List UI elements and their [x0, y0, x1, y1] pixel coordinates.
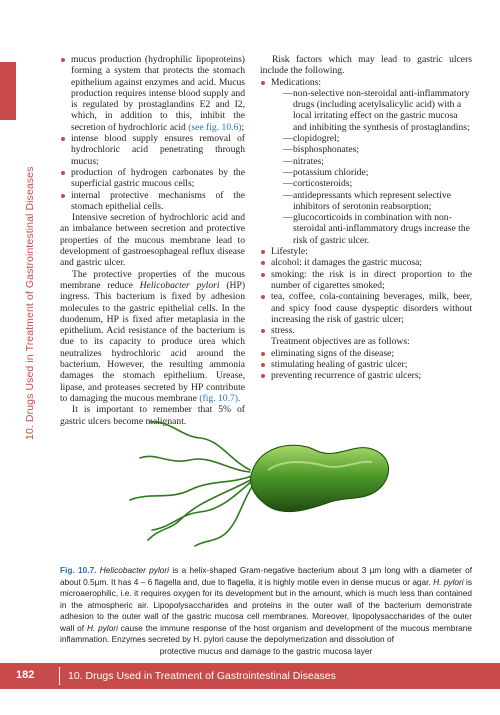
paragraph-malignant: It is important to remember that 5% of gastric ulcers become malignant. [60, 404, 245, 427]
species-name: H. pylori [86, 622, 118, 633]
paragraph-text: The protective properties of the mucous membrane reduce [60, 268, 245, 291]
lifestyle-list [260, 257, 472, 336]
medications-heading: Medications: [271, 76, 322, 88]
list-item: tea, coffee, cola-containing beverages, milk, beer, and spicy food cause dyspeptic disorders without increasing the risk of gastric ulcer; [260, 291, 472, 325]
paragraph-secretion: Intensive secretion of hydrochloric acid and an imbalance between secretion and protective properties of the mucous membrane lead to development of gastroesophageal reflux disease and gastric ulcer. [60, 212, 245, 269]
page-footer [0, 663, 500, 689]
list-item: — potassium chloride; [283, 167, 472, 178]
list-item: smoking: the risk is in direct proportion to the number of cigarettes smoked; [260, 269, 472, 292]
figure-reference-link[interactable]: (fig. 10.7). [199, 392, 241, 404]
list-item-text: mucus production (hydrophilic lipoproteins) forming a system that protects the stomach epithelium against enzymes and acid. Mucus production requires intense blood supply and is regulated by prostaglandins E2 and I2, which, in addition to this, inhibit the secretion of hydrochloric acid [71, 54, 245, 133]
paragraph-text: (HP) ingress. This bacterium is fixed by adhesion molecules to the gastric epithelial cells. In the duodenum, HP is fixed after metaplasia in the epithelium. Acid resistance of the bacterium is due to its capacity to produce urea which neutralizes hydrochloric acid around the bacterium. However, the resulting ammonia damages the stomach epithelium. Urease, lipase, and proteases secreted by HP contribute to damaging the mucous membrane [60, 279, 246, 404]
objectives-intro: Treatment objectives are as follows: [271, 336, 410, 348]
list-item: stimulating healing of gastric ulcer; [260, 359, 472, 370]
species-name: H. pylori [433, 576, 464, 587]
flagella [130, 422, 255, 546]
species-name: Helicobacter pylori [99, 565, 170, 575]
bacterium-body [251, 445, 389, 511]
list-item [260, 77, 472, 246]
list-item: eliminating signs of the disease; [260, 348, 472, 359]
footer-divider [59, 667, 60, 685]
caption-text: is microaerophilic, i.e. it requires oxygen for its development but in the amount, which is much less than contained in the atmospheric air. Lipopolysaccharides and proteins in the outer wall of the bacterium demonstrate adhesion to the outer wall of the gastric mucosa cell membranes. Moreover, lipopolysaccharides of the outer wall of [60, 576, 473, 633]
risk-factors-list [260, 77, 472, 258]
figure-reference-link[interactable]: (see fig. 10.6) [188, 121, 242, 133]
footer-chapter-title: 10. Drugs Used in Treatment of Gastrointestinal Diseases [68, 670, 336, 682]
bacterium-figure [110, 400, 400, 550]
medications-list [271, 88, 472, 246]
list-item: alcohol: it damages the gastric mucosa; [260, 257, 472, 268]
paragraph-helicobacter [60, 269, 245, 405]
list-item: stress. [260, 325, 472, 336]
objectives-list [260, 348, 472, 382]
caption-text: cause the immune response of the host organism and development of the mucous membrane inflammation. Enzymes secreted by H. pylori cause the depolymerization and dissolution of [60, 622, 472, 644]
lifestyle-heading: Lifestyle: [271, 246, 308, 258]
side-chapter-title-text: 10. Drugs Used in Treatment of Gastrointestinal Diseases [24, 166, 36, 440]
page-number: 182 [16, 669, 35, 681]
list-item: — glucocorticoids in combination with non-steroidal anti-inflammatory drugs increase the risk of gastric ulcer. [283, 212, 472, 246]
list-item: preventing recurrence of gastric ulcers; [260, 370, 472, 381]
list-item: — non-selective non-steroidal anti-inflammatory drugs (including acetylsalicylic acid) with a local irritating effect on the gastric mucosa and inhibiting the synthesis of prostaglandins; [283, 88, 472, 133]
list-item: — bisphosphonates; [283, 144, 472, 155]
list-item: intense blood supply ensures removal of hydrochloric acid penetrating through mucus; [60, 133, 245, 167]
helicobacter-illustration [110, 400, 400, 550]
figure-caption [60, 565, 472, 657]
species-name: Helicobacter pylori [139, 279, 220, 291]
right-column [260, 54, 472, 382]
chapter-tab-marker [0, 62, 16, 120]
list-item: — corticosteroids; [283, 178, 472, 189]
list-item: — antidepressants which represent selective inhibitors of serotonin reabsorption; [283, 190, 472, 213]
caption-text: is a helix-shaped Gram-negative bacterium about 3 µm long with a diameter of about 0.5µm. It has 4 – 6 flagella and, due to flagella, it is highly motile even in dense mucus or agar. [60, 565, 472, 587]
list-item: production of hydrogen carbonates by the superficial gastric mucous cells; [60, 167, 245, 190]
left-column [60, 54, 245, 427]
figure-label: Fig. 10.7. [60, 565, 97, 575]
protection-list [60, 54, 245, 212]
list-item: — clopidogrel; [283, 133, 472, 144]
list-item [260, 246, 472, 257]
risk-factors-intro: Risk factors which may lead to gastric ulcers include the following. [260, 54, 472, 77]
list-item: mucus production (hydrophilic lipoproteins) forming a system that protects the stomach epithelium against enzymes and acid. Mucus production requires intense blood supply and is regulated by prostaglandins E2 and I2, which, in addition to this, inhibit the secretion of hydrochloric acid (see fig. 10.6); [60, 54, 245, 133]
list-item: internal protective mechanisms of the stomach epithelial cells. [60, 190, 245, 213]
list-item: — nitrates; [283, 156, 472, 167]
caption-text: protective mucus and damage to the gastric mucosa layer [159, 645, 373, 656]
